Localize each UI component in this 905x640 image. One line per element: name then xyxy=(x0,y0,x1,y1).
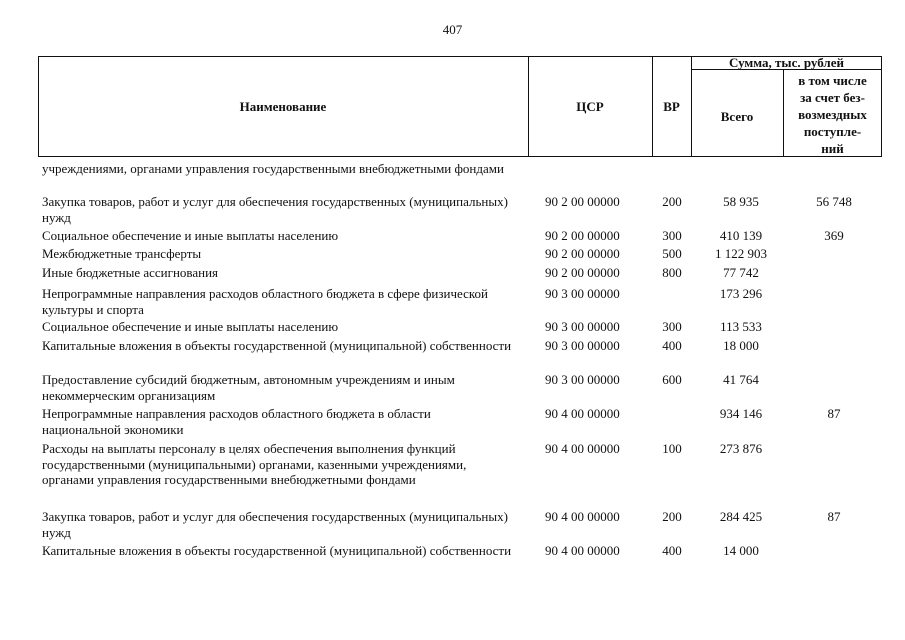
row-total: 1 122 903 xyxy=(715,246,767,261)
row-name: Капитальные вложения в объекты государственной (муниципальной) собственности xyxy=(42,338,512,353)
row-free-funds: 56 748 xyxy=(816,194,852,209)
row-csr: 90 2 00 00000 xyxy=(545,228,620,243)
row-total: 113 533 xyxy=(720,319,762,334)
row-csr: 90 4 00 00000 xyxy=(545,406,620,421)
row-vr: 200 xyxy=(662,509,682,524)
row-free-funds: 87 xyxy=(827,406,841,421)
row-total: 77 742 xyxy=(723,265,759,280)
header-name: Наименование xyxy=(239,99,327,114)
row-csr: 90 2 00 00000 xyxy=(545,246,620,261)
row-csr: 90 2 00 00000 xyxy=(545,265,620,280)
row-name: Межбюджетные трансферты xyxy=(42,246,202,261)
row-name: Предоставление субсидий бюджетным, автономным учреждениям и иным некоммерческим организациям xyxy=(42,372,455,403)
row-vr: 200 xyxy=(662,194,682,209)
row-total: 934 146 xyxy=(719,406,763,421)
row-name: Закупка товаров, работ и услуг для обеспечения государственных (муниципальных) нужд xyxy=(42,509,508,540)
row-vr: 500 xyxy=(662,246,682,261)
header-csr: ЦСР xyxy=(576,99,604,114)
page-number: 407 xyxy=(442,22,463,37)
row-name: Социальное обеспечение и иные выплаты населению xyxy=(42,228,339,243)
row-csr: 90 4 00 00000 xyxy=(545,509,620,524)
row-csr: 90 3 00 00000 xyxy=(545,372,620,387)
row-vr: 300 xyxy=(662,228,682,243)
row-total: 284 425 xyxy=(719,509,763,524)
row-total: 173 296 xyxy=(719,286,763,301)
row-total: 273 876 xyxy=(719,441,763,456)
row-name: учреждениями, органами управления государственными внебюджетными фондами xyxy=(42,161,504,176)
row-name: Непрограммные направления расходов областного бюджета в области национальной экономики xyxy=(42,406,431,437)
row-csr: 90 2 00 00000 xyxy=(545,194,620,209)
header-vr: ВР xyxy=(663,99,680,114)
header-free-line: ний xyxy=(821,141,844,156)
row-vr: 300 xyxy=(662,319,682,334)
header-free-funds xyxy=(784,72,881,157)
row-name: Капитальные вложения в объекты государственной (муниципальной) собственности xyxy=(42,543,512,558)
header-free-line: возмездных xyxy=(798,107,867,122)
row-vr: 800 xyxy=(662,265,682,280)
header-bottom-border xyxy=(38,156,882,157)
row-name: Непрограммные направления расходов областного бюджета в сфере физической культуры и спорта xyxy=(42,286,488,317)
row-name: Расходы на выплаты персоналу в целях обеспечения выполнения функций государственными (муниципальными) органами, казенными учреждениями, органами управления государственными внебюджетными фондами xyxy=(42,441,467,487)
header-right-border xyxy=(881,56,882,157)
row-total: 14 000 xyxy=(723,543,759,558)
row-csr: 90 3 00 00000 xyxy=(545,319,620,334)
table-header xyxy=(38,56,882,157)
row-total: 58 935 xyxy=(723,194,759,209)
header-sum-title: Сумма, тыс. рублей xyxy=(729,55,844,70)
header-free-line: поступле- xyxy=(803,124,862,139)
row-name: Иные бюджетные ассигнования xyxy=(42,265,219,280)
row-csr: 90 3 00 00000 xyxy=(545,286,620,301)
row-total: 18 000 xyxy=(723,338,759,353)
row-total: 410 139 xyxy=(719,228,763,243)
row-vr: 400 xyxy=(662,338,682,353)
row-name: Закупка товаров, работ и услуг для обеспечения государственных (муниципальных) нужд xyxy=(42,194,508,225)
header-free-line: в том числе xyxy=(798,73,867,88)
row-csr: 90 3 00 00000 xyxy=(545,338,620,353)
row-free-funds: 369 xyxy=(824,228,844,243)
row-total: 41 764 xyxy=(723,372,759,387)
header-free-line: за счет без- xyxy=(800,90,865,105)
header-total: Всего xyxy=(720,109,754,124)
row-vr: 600 xyxy=(662,372,682,387)
header-divider-vr-sum xyxy=(691,56,692,157)
row-vr: 100 xyxy=(662,441,682,456)
row-free-funds: 87 xyxy=(827,509,841,524)
row-csr: 90 4 00 00000 xyxy=(545,441,620,456)
row-vr: 400 xyxy=(662,543,682,558)
row-name: Социальное обеспечение и иные выплаты населению xyxy=(42,319,339,334)
row-csr: 90 4 00 00000 xyxy=(545,543,620,558)
